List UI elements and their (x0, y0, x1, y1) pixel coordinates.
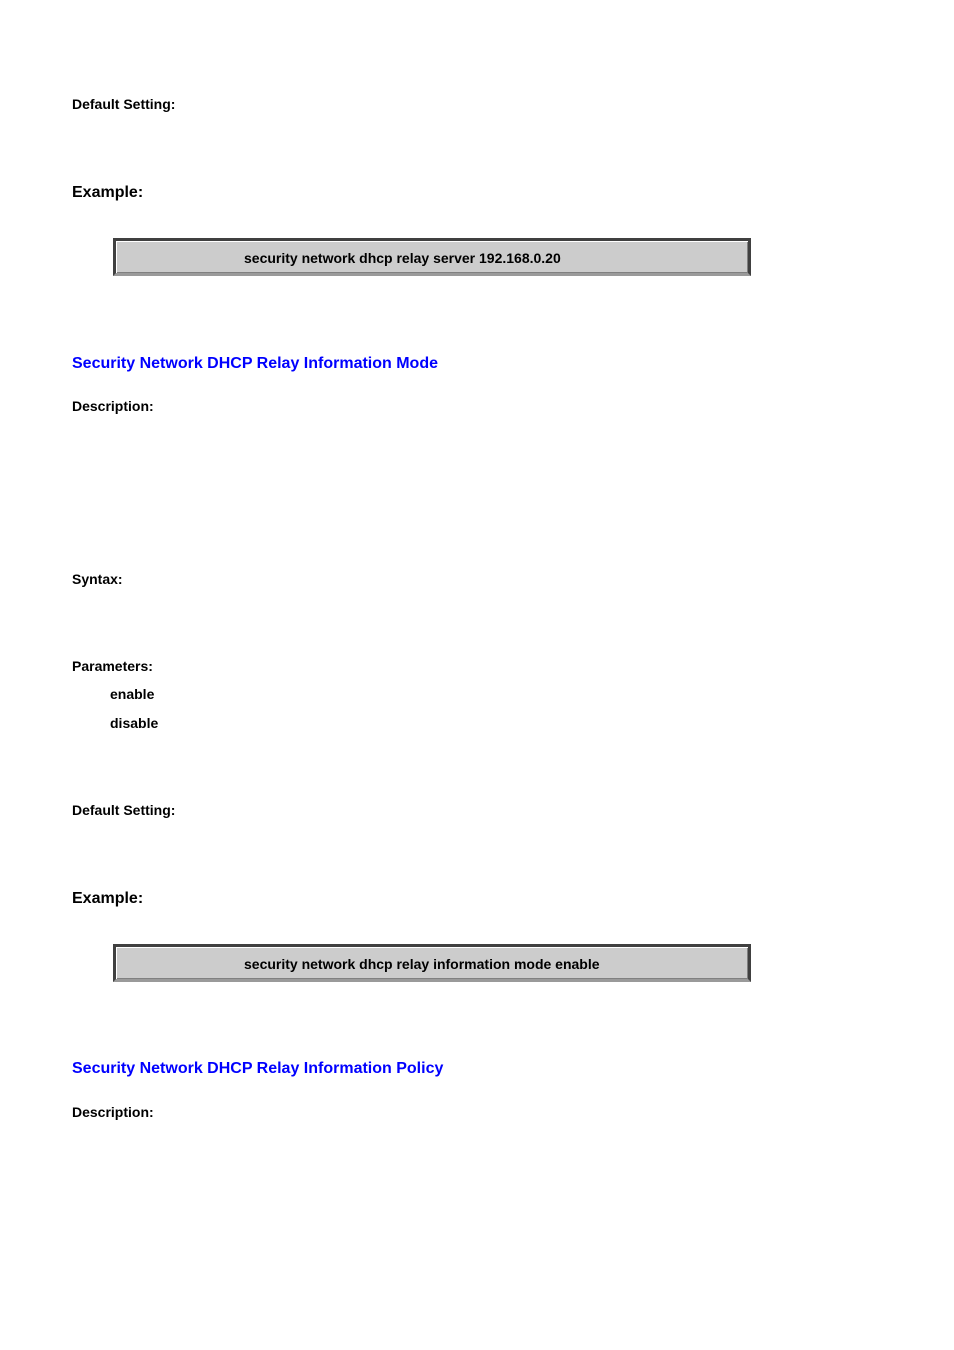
syntax-label: Syntax: (72, 571, 123, 587)
example-label: Example: (72, 184, 144, 201)
example-command-text: security network dhcp relay server 192.168.0.20 (244, 250, 561, 266)
section-title-relay-information-policy: Security Network DHCP Relay Information Policy (72, 1060, 444, 1077)
example-command-box (113, 238, 751, 276)
default-setting-label: Default Setting: (72, 802, 176, 818)
parameter-enable: enable (110, 686, 155, 702)
parameter-disable: disable (110, 715, 159, 731)
description-label: Description: (72, 398, 154, 414)
parameters-label: Parameters: (72, 658, 153, 674)
section-title-relay-information-mode: Security Network DHCP Relay Information Mode (72, 355, 438, 372)
example-command-box (113, 944, 751, 982)
description-label: Description: (72, 1104, 154, 1120)
default-setting-label: Default Setting: (72, 96, 176, 112)
example-command-text: security network dhcp relay information mode enable (244, 956, 600, 972)
example-label: Example: (72, 890, 144, 907)
